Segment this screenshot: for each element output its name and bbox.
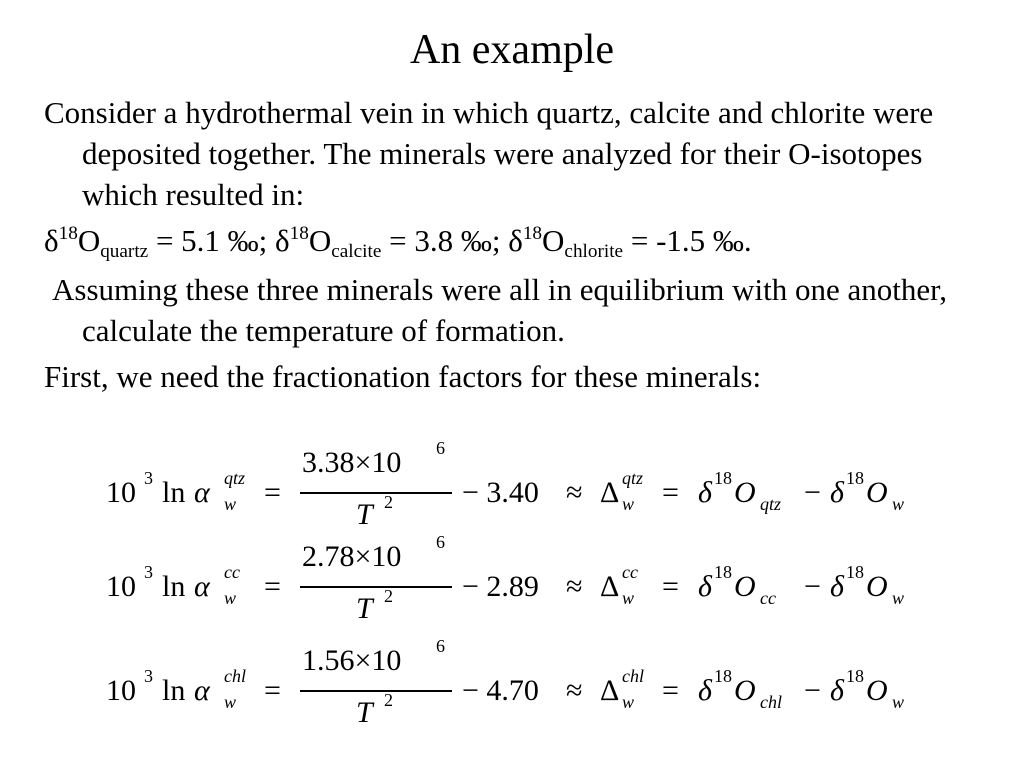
eq-equals-2: =: [662, 570, 679, 603]
paragraph-assumption: Assuming these three minerals were all in equilibrium with one another, calculate the temperature of formation.: [52, 272, 947, 348]
eq-approx: ≈: [566, 476, 583, 509]
chlorite-label: chlorite: [564, 241, 624, 263]
eq-alpha-superscript: qtz: [224, 468, 246, 488]
eq-alpha: α: [194, 570, 210, 603]
eq-minus: −: [804, 570, 821, 603]
eq-O-water-subscript: w: [892, 692, 905, 712]
eq-denominator-T: T: [356, 498, 373, 531]
eq-equals-2: =: [662, 476, 679, 509]
eq-delta-mineral: δ: [698, 476, 712, 509]
eq-O-water-subscript: w: [892, 494, 905, 514]
eq-numerator-exponent: 6: [436, 532, 445, 552]
eq-minus: −: [804, 674, 821, 707]
eq-ten-exponent: 3: [144, 666, 153, 686]
eq-numerator-exponent: 6: [436, 636, 445, 656]
eq-Delta-superscript: cc: [622, 562, 638, 582]
eq-Delta-subscript: w: [622, 692, 635, 712]
isotope-values-line: $\delta^{18}O_{quartz} = 5.1$ ‰; $\delta^{18}O_{calcite} = 3.8$ ‰; $\delta^{18}O_{chlorite} = -1.5$ ‰.: [44, 223, 752, 263]
eq-denominator-T: T: [356, 696, 373, 729]
eq-ten: 10: [106, 674, 136, 707]
eq-numerator: 2.78×10: [302, 540, 402, 573]
eq-O-mineral: O: [734, 674, 756, 707]
eq-O-water: O: [866, 570, 888, 603]
eq-fraction-bar: [300, 690, 452, 692]
eq-delta-water: δ: [830, 674, 844, 707]
chlorite-value: -1.5: [656, 223, 706, 258]
eq-alpha-subscript: w: [224, 692, 237, 712]
eq-alpha-subscript: w: [224, 494, 237, 514]
eq-ten: 10: [106, 570, 136, 603]
eq-denominator-exponent: 2: [384, 492, 393, 512]
eq-delta-water: δ: [830, 570, 844, 603]
eq-numerator: 3.38×10: [302, 446, 402, 479]
eq-O-water: O: [866, 674, 888, 707]
quartz-value: 5.1: [181, 223, 220, 258]
eq-denominator-exponent: 2: [384, 586, 393, 606]
eq-delta-water-mass: 18: [846, 562, 864, 582]
eq-numerator: 1.56×10: [302, 644, 402, 677]
eq-fraction-bar: [300, 492, 452, 494]
eq-delta-mineral-mass: 18: [714, 666, 732, 686]
eq-alpha-subscript: w: [224, 588, 237, 608]
calcite-value: 3.8: [414, 223, 454, 258]
eq-ln: ln: [162, 674, 186, 707]
eq-O-water-subscript: w: [892, 588, 905, 608]
eq-O-water: O: [866, 476, 888, 509]
eq-approx: ≈: [566, 674, 583, 707]
eq-alpha-superscript: cc: [224, 562, 240, 582]
quartz-label: quartz: [100, 241, 149, 263]
eq-approx: ≈: [566, 570, 583, 603]
eq-delta-water-mass: 18: [846, 666, 864, 686]
eq-constant: − 3.40: [462, 476, 539, 509]
delta-symbol: δ: [44, 223, 59, 258]
slide-title: An example: [409, 27, 615, 73]
eq-Delta: Δ: [600, 476, 620, 509]
eq-alpha: α: [194, 476, 210, 509]
paragraph-intro: Consider a hydrothermal vein in which quartz, calcite and chlorite were deposited together. The minerals were analyzed for their O-isotopes which resulted in:: [44, 95, 934, 212]
eq-delta-water-mass: 18: [846, 468, 864, 488]
eq-equals: =: [264, 476, 281, 509]
eq-ln: ln: [162, 476, 186, 509]
eq-O-mineral-subscript: chl: [760, 692, 782, 712]
eq-O-mineral-subscript: cc: [760, 588, 776, 608]
eq-alpha: α: [194, 674, 210, 707]
eq-Delta-subscript: w: [622, 588, 635, 608]
eq-delta-mineral-mass: 18: [714, 562, 732, 582]
eq-ten-exponent: 3: [144, 468, 153, 488]
eq-delta-mineral: δ: [698, 570, 712, 603]
eq-delta-water: δ: [830, 476, 844, 509]
eq-delta-mineral-mass: 18: [714, 468, 732, 488]
eq-denominator-exponent: 2: [384, 690, 393, 710]
eq-fraction-bar: [300, 586, 452, 588]
eq-O-mineral: O: [734, 476, 756, 509]
eq-delta-mineral: δ: [698, 674, 712, 707]
paragraph-fractionation: First, we need the fractionation factors for these minerals:: [44, 359, 762, 394]
eq-denominator-T: T: [356, 592, 373, 625]
eq-Delta-superscript: qtz: [622, 468, 644, 488]
calcite-label: calcite: [331, 241, 382, 263]
eq-constant: − 4.70: [462, 674, 539, 707]
eq-ten: 10: [106, 476, 136, 509]
eq-Delta: Δ: [600, 674, 620, 707]
eq-equals-2: =: [662, 674, 679, 707]
eq-ten-exponent: 3: [144, 562, 153, 582]
eq-O-mineral: O: [734, 570, 756, 603]
eq-Delta: Δ: [600, 570, 620, 603]
eq-equals: =: [264, 674, 281, 707]
eq-numerator-exponent: 6: [436, 438, 445, 458]
eq-constant: − 2.89: [462, 570, 539, 603]
eq-Delta-subscript: w: [622, 494, 635, 514]
eq-equals: =: [264, 570, 281, 603]
eq-Delta-superscript: chl: [622, 666, 644, 686]
eq-ln: ln: [162, 570, 186, 603]
eq-O-mineral-subscript: qtz: [760, 494, 782, 514]
eq-minus: −: [804, 476, 821, 509]
eq-alpha-superscript: chl: [224, 666, 246, 686]
